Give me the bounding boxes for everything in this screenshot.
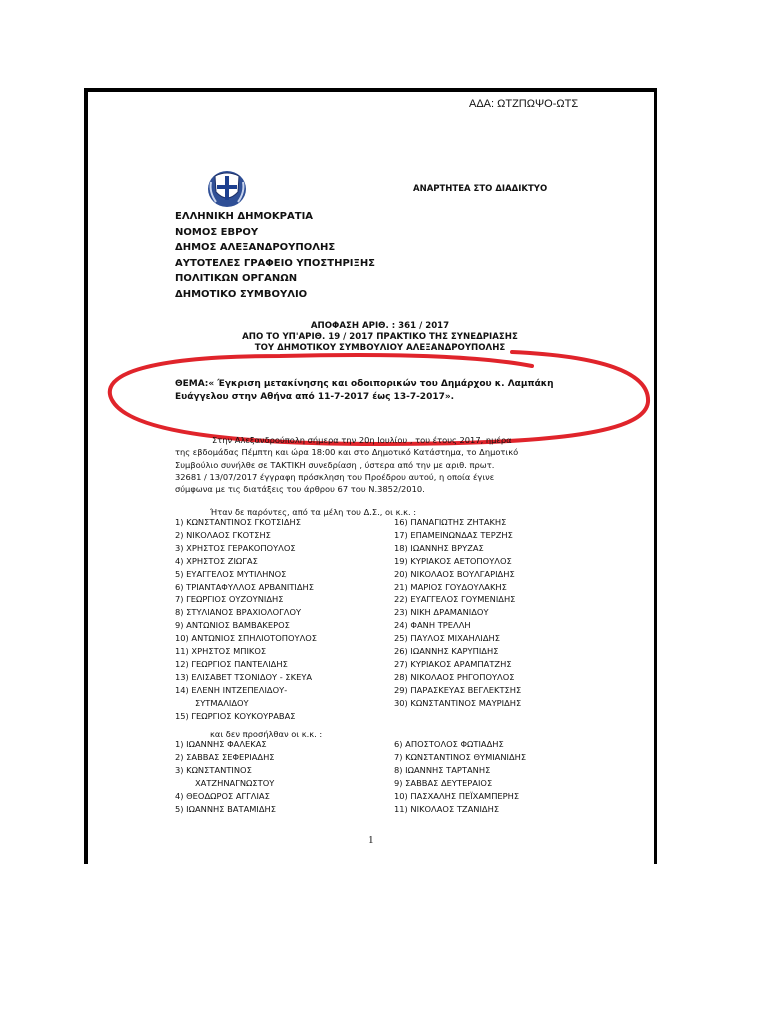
present-members-intro: Ήταν δε παρόντες, από τα μέλη του Δ.Σ., οι κ.κ. : (210, 507, 417, 517)
present-members-left (175, 516, 317, 723)
member-item: 5) ΕΥΑΓΓΕΛΟΣ ΜΥΤΙΛΗΝΟΣ (175, 568, 287, 579)
subject-line: Ευάγγελου στην Αθήνα από 11-7-2017 έως 13-7-2017». (175, 391, 455, 402)
member-item: 30) ΚΩΝΣΤΑΝΤΙΝΟΣ ΜΑΥΡΙΔΗΣ (394, 697, 522, 708)
intro-line: της εβδομάδας Πέμπτη και ώρα 18:00 και στο Δημοτικό Κατάστημα, το Δημοτικό (175, 447, 519, 458)
decision-line: ΤΟΥ ΔΗΜΟΤΙΚΟΥ ΣΥΜΒΟΥΛΙΟΥ ΑΛΕΞΑΝΔΡΟΥΠΟΛΗΣ (254, 343, 506, 353)
member-item: 17) ΕΠΑΜΕΙΝΩΝΔΑΣ ΤΕΡΖΗΣ (394, 529, 513, 540)
intro-line: 32681 / 13/07/2017 έγγραφη πρόσκληση του Προέδρου αυτού, η οποία έγινε (175, 471, 495, 482)
authority-line: ΔΗΜΟΣ ΑΛΕΞΑΝΔΡΟΥΠΟΛΗΣ (175, 242, 336, 254)
absent-members-right (394, 738, 526, 815)
member-item: 6) ΑΠΟΣΤΟΛΟΣ ΦΩΤΙΑΔΗΣ (394, 739, 504, 749)
member-item: 19) ΚΥΡΙΑΚΟΣ ΑΕΤΟΠΟΥΛΟΣ (394, 555, 512, 566)
member-item: 3) ΚΩΝΣΤΑΝΤΙΝΟΣ (175, 764, 252, 775)
member-item-continuation: ΧΑΤΖΗΝΑΓΝΩΣΤΟΥ (195, 777, 275, 788)
member-item: 9) ΑΝΤΩΝΙΟΣ ΒΑΜΒΑΚΕΡΟΣ (175, 620, 290, 631)
ada-code: ΑΔΑ: ΩΤΖΠΩΨΟ-ΩΤΣ (469, 98, 579, 110)
member-item: 29) ΠΑΡΑΣΚΕΥΑΣ ΒΕΓΛΕΚΤΣΗΣ (394, 684, 522, 695)
absent-members-intro: και δεν προσήλθαν οι κ.κ. : (210, 729, 323, 739)
member-item: 10) ΠΑΣΧΑΛΗΣ ΠΕΪΧΑΜΠΕΡΗΣ (394, 790, 520, 801)
intro-line: σύμφωνα με τις διατάξεις του άρθρου 67 του Ν.3852/2010. (175, 484, 425, 495)
member-item: 6) ΤΡΙΑΝΤΑΦΥΛΛΟΣ ΑΡΒΑΝΙΤΙΔΗΣ (175, 581, 315, 592)
member-item: 3) ΧΡΗΣΤΟΣ ΓΕΡΑΚΟΠΟΥΛΟΣ (175, 542, 296, 553)
member-item: 7) ΚΩΝΣΤΑΝΤΙΝΟΣ ΘΥΜΙΑΝΙΔΗΣ (394, 751, 527, 762)
member-item: 1) ΙΩΑΝΝΗΣ ΦΑΛΕΚΑΣ (175, 739, 267, 749)
member-item: 10) ΑΝΤΩΝΙΟΣ ΣΠΗΛΙΟΤΟΠΟΥΛΟΣ (175, 633, 318, 644)
intro-line: Στην Αλεξανδρούπολη σήμερα την 20η Ιουλίου , του έτους 2017, ημέρα (212, 435, 512, 445)
subject (175, 378, 554, 403)
member-item: 16) ΠΑΝΑΓΙΩΤΗΣ ΖΗΤΑΚΗΣ (394, 517, 507, 527)
authority-line: ΔΗΜΟΤΙΚΟ ΣΥΜΒΟΥΛΙΟ (175, 288, 308, 300)
member-item: 27) ΚΥΡΙΑΚΟΣ ΑΡΑΜΠΑΤΖΗΣ (394, 658, 512, 669)
member-item: 11) ΧΡΗΣΤΟΣ ΜΠΙΚΟΣ (175, 646, 267, 657)
present-members-right (394, 516, 521, 710)
member-item: 26) ΙΩΑΝΝΗΣ ΚΑΡΥΠΙΔΗΣ (394, 646, 499, 657)
member-item: 23) ΝΙΚΗ ΔΡΑΜΑΝΙΔΟΥ (394, 607, 489, 618)
publish-notice: ΑΝΑΡΤΗΤΕΑ ΣΤΟ ΔΙΑΔΙΚΤΥΟ (413, 184, 548, 194)
member-item: 2) ΝΙΚΟΛΑΟΣ ΓΚΟΤΣΗΣ (175, 529, 271, 540)
member-item: 24) ΦΑΝΗ ΤΡΕΛΛΗ (394, 620, 471, 631)
member-item: 2) ΣΑΒΒΑΣ ΣΕΦΕΡΙΑΔΗΣ (175, 751, 275, 762)
absent-members-left (175, 738, 276, 815)
member-item: 7) ΓΕΩΡΓΙΟΣ ΟΥΖΟΥΝΙΔΗΣ (175, 594, 284, 605)
greek-coat-of-arms-icon (207, 170, 247, 208)
member-item: 9) ΣΑΒΒΑΣ ΔΕΥΤΕΡΑΙΟΣ (394, 777, 493, 788)
authority-line: ΝΟΜΟΣ ΕΒΡΟΥ (175, 226, 259, 238)
member-item: 8) ΣΤΥΛΙΑΝΟΣ ΒΡΑΧΙΟΛΟΓΛΟΥ (175, 607, 302, 618)
member-item: 13) ΕΛΙΣΑΒΕΤ ΤΣΟΝΙΔΟΥ - ΣΚΕΥΑ (175, 671, 313, 682)
member-item-continuation: ΣΥΤΜΑΛΙΔΟΥ (195, 697, 249, 708)
page-number: 1 (368, 834, 374, 846)
member-item: 11) ΝΙΚΟΛΑΟΣ ΤΖΑΝΙΔΗΣ (394, 803, 500, 814)
decision-line: ΑΠΟΦΑΣΗ ΑΡΙΘ. : 361 / 2017 (310, 321, 450, 331)
member-item: 15) ΓΕΩΡΓΙΟΣ ΚΟΥΚΟΥΡΑΒΑΣ (175, 710, 296, 721)
authority-line: ΑΥΤΟΤΕΛΕΣ ΓΡΑΦΕΙΟ ΥΠΟΣΤΗΡΙΞΗΣ (175, 257, 376, 269)
issuing-authority (175, 209, 375, 303)
member-item: 21) ΜΑΡΙΟΣ ΓΟΥΔΟΥΛΑΚΗΣ (394, 581, 507, 592)
member-item: 1) ΚΩΝΣΤΑΝΤΙΝΟΣ ΓΚΟΤΣΙΔΗΣ (175, 517, 301, 527)
intro-line: Συμβούλιο συνήλθε σε ΤΑΚΤΙΚΗ συνεδρίαση , ύστερα από την με αριθ. πρωτ. (175, 459, 495, 470)
member-item: 14) ΕΛΕΝΗ ΙΝΤΖΕΠΕΛΙΔΟΥ- (175, 684, 288, 695)
member-item: 12) ΓΕΩΡΓΙΟΣ ΠΑΝΤΕΛΙΔΗΣ (175, 658, 288, 669)
member-item: 5) ΙΩΑΝΝΗΣ ΒΑΤΑΜΙΔΗΣ (175, 803, 277, 814)
authority-line: ΕΛΛΗΝΙΚΗ ΔΗΜΟΚΡΑΤΙΑ (175, 211, 314, 222)
member-item: 4) ΘΕΟΔΩΡΟΣ ΑΓΓΛΙΑΣ (175, 790, 270, 801)
member-item: 18) ΙΩΑΝΝΗΣ ΒΡΥΖΑΣ (394, 542, 484, 553)
meeting-intro (175, 434, 585, 495)
member-item: 22) ΕΥΑΓΓΕΛΟΣ ΓΟΥΜΕΝΙΔΗΣ (394, 594, 516, 605)
authority-line: ΠΟΛΙΤΙΚΩΝ ΟΡΓΑΝΩΝ (175, 273, 298, 285)
member-item: 4) ΧΡΗΣΤΟΣ ΖΙΩΓΑΣ (175, 555, 258, 566)
member-item: 28) ΝΙΚΟΛΑΟΣ ΡΗΓΟΠΟΥΛΟΣ (394, 671, 515, 682)
subject-line: ΘΕΜΑ:« Έγκριση μετακίνησης και οδοιπορικών του Δημάρχου κ. Λαμπάκη (175, 379, 554, 389)
member-item: 25) ΠΑΥΛΟΣ ΜΙΧΑΗΛΙΔΗΣ (394, 633, 500, 644)
decision-line: ΑΠΟ ΤΟ ΥΠ'ΑΡΙΘ. 19 / 2017 ΠΡΑΚΤΙΚΟ ΤΗΣ ΣΥΝΕΔΡΙΑΣΗΣ (242, 332, 518, 342)
member-item: 20) ΝΙΚΟΛΑΟΣ ΒΟΥΛΓΑΡΙΔΗΣ (394, 568, 515, 579)
member-item: 8) ΙΩΑΝΝΗΣ ΤΑΡΤΑΝΗΣ (394, 764, 491, 775)
decision-header (160, 321, 600, 354)
